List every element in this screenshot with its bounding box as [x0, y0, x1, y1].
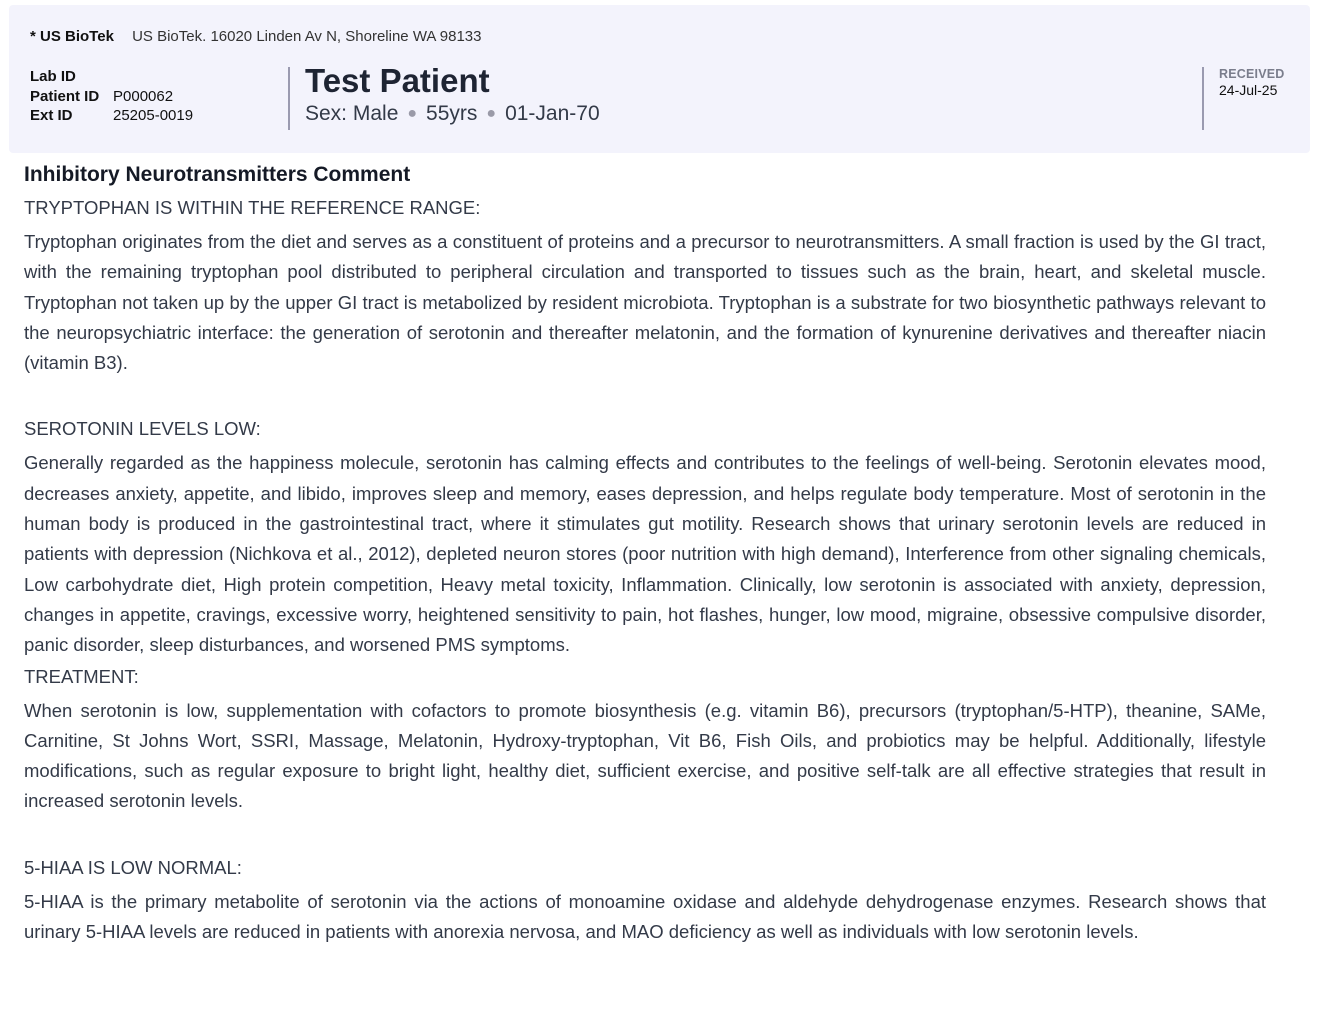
comment-title: Inhibitory Neurotransmitters Comment	[24, 163, 411, 186]
lab-id-label: Lab ID	[30, 68, 76, 85]
ext-id-label: Ext ID	[30, 107, 73, 124]
section-spacer	[24, 378, 1266, 413]
ext-id-value: 25205-0019	[113, 107, 194, 124]
lab-address: US BioTek. 16020 Linden Av N, Shoreline WA 98133	[132, 28, 482, 45]
section-text: Tryptophan originates from the diet and serves as a constituent of proteins and a precursor to neurotransmitters. A small fraction is used by the GI tract, with the remaining tryptophan pool distributed to peripheral circulation and transported to tissues such as the brain, heart, and skeletal muscle. Tryptophan not taken up by the upper GI tract is metabolized by resident microbiota. Tryptophan is a substrate for two biosynthetic pathways relevant to the neuropsychiatric interface: the generation of serotonin and thereafter melatonin, and the formation of kynurenine derivatives and thereafter niacin (vitamin B3).	[24, 231, 1266, 374]
report-header	[9, 5, 1310, 153]
received-label: RECEIVED	[1219, 67, 1285, 81]
patient-id-row	[30, 87, 193, 107]
section-heading: 5-HIAA IS LOW NORMAL:	[24, 856, 242, 878]
section-spacer	[24, 817, 1266, 852]
received-date: 24-Jul-25	[1219, 82, 1278, 98]
patient-id-label: Patient ID	[30, 87, 100, 105]
section-heading: TRYPTOPHAN IS WITHIN THE REFERENCE RANGE:	[24, 197, 481, 218]
patient-ids	[30, 67, 193, 126]
header-divider-right	[1202, 67, 1204, 130]
header-divider-left	[288, 67, 290, 130]
section-heading: SEROTONIN LEVELS LOW:	[24, 418, 261, 440]
patient-id-value: P000062	[113, 87, 174, 105]
lab-name: * US BioTek	[30, 28, 114, 45]
section-text: 5-HIAA is the primary metabolite of serotonin via the actions of monoamine oxidase and aldehyde dehydrogenase enzymes. Research shows that urinary 5-HIAA levels are reduced in patients with anorexia nervosa, and MAO deficiency as well as individuals with low serotonin levels.	[24, 890, 1266, 943]
section-heading: TREATMENT:	[24, 665, 139, 687]
patient-dob: 01-Jan-70	[505, 102, 600, 125]
separator-dot: ●	[486, 105, 497, 122]
lab-info	[30, 28, 481, 45]
section-text: When serotonin is low, supplementation with cofactors to promote biosynthesis (e.g. vitamin B6), precursors (tryptophan/5-HTP), theanine, SAMe, Carnitine, St Johns Wort, SSRI, Massage, Melatonin, Hydroxy-tryptophan, Vit B6, Fish Oils, and probiotics may be helpful. Additionally, lifestyle modifications, such as regular exposure to bright light, healthy diet, sufficient exercise, and positive self-talk are all effective strategies that result in increased serotonin levels.	[24, 699, 1266, 812]
ext-id-row	[30, 106, 193, 126]
separator-dot: ●	[407, 105, 418, 122]
patient-sex: Sex: Male	[305, 102, 399, 125]
lab-id-row	[30, 67, 193, 87]
section-text: Generally regarded as the happiness molecule, serotonin has calming effects and contributes to the feelings of well-being. Serotonin elevates mood, decreases anxiety, appetite, and libido, improves sleep and memory, eases depression, and helps regulate body temperature. Most of serotonin in the human body is produced in the gastrointestinal tract, where it stimulates gut motility. Research shows that urinary serotonin levels are reduced in patients with depression (Nichkova et al., 2012), depleted neuron stores (poor nutrition with high demand), Interference from other signaling chemicals, Low carbohydrate diet, High protein competition, Heavy metal toxicity, Inflammation. Clinically, low serotonin is associated with anxiety, depression, changes in appetite, cravings, excessive worry, heightened sensitivity to pain, hot flashes, hunger, low mood, migraine, obsessive compulsive disorder, panic disorder, sleep disturbances, and worsened PMS symptoms.	[24, 452, 1266, 656]
comment-body	[24, 160, 1266, 947]
patient-demographics	[305, 102, 600, 126]
patient-name: Test Patient	[305, 62, 490, 99]
patient-age: 55yrs	[426, 102, 478, 125]
